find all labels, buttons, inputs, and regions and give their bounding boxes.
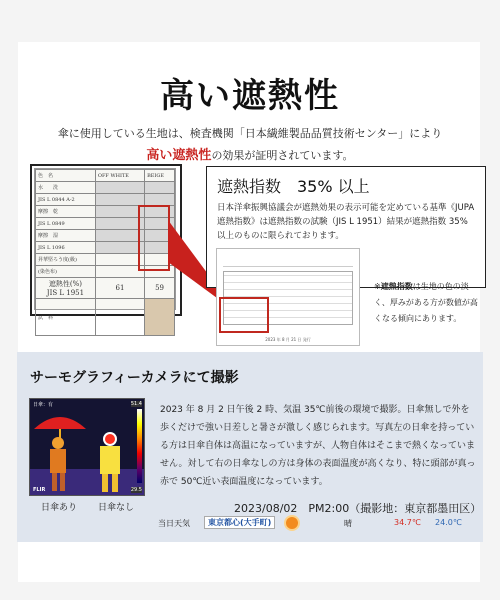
weather-row xyxy=(158,516,468,532)
scale-high: 51.4 xyxy=(130,401,142,407)
cert-row-label: JIS L 0849 xyxy=(36,218,96,230)
callout-heading: 遮熱指数 35% 以上 xyxy=(217,177,370,196)
cert-sample-label: 試 料 xyxy=(36,299,96,336)
lead-line-2-rest: の効果が証明されています。 xyxy=(211,149,354,162)
thermography-title: サーモグラフィーカメラにて撮影 xyxy=(30,370,239,386)
cert-row-label: JIS L 0844 A-2 xyxy=(36,194,96,206)
caption-without-umbrella: 日傘なし xyxy=(98,503,135,513)
thermal-image xyxy=(29,398,145,496)
report-highlight-box xyxy=(219,297,269,333)
flir-logo: FLIR xyxy=(33,487,46,493)
cert-row-label: 昇華堅ろう度(級) xyxy=(36,254,96,266)
callout-body: 日本洋傘振興協議会が遮熱効果の表示可能を定めている基準《JUPA 遮熱指数》は遮熱指数の試験（JIS L 1951）結果が遮熱指数 35%以上のものに限られております。 xyxy=(217,203,475,241)
page-title: 高い遮熱性 xyxy=(160,76,340,116)
temperature-scale xyxy=(137,409,142,483)
cert-header-name: 色 名 xyxy=(36,170,96,182)
report-header xyxy=(223,252,353,267)
lead-line-1: 傘に使用している生地は、検査機関「日本繊維製品品質技術センター」により xyxy=(57,127,443,140)
note-rest: は生地の色の淡く、厚みがある方が数値が高くなる傾向にあります。 xyxy=(374,282,478,323)
note-text: ※遮熱指数は生地の色の淡く、厚みがある方が数値が高くなる傾向にあります。 xyxy=(374,282,478,323)
cert-value-beige: 59 xyxy=(145,278,175,299)
sun-icon xyxy=(286,517,298,529)
thermal-scene xyxy=(30,399,144,495)
caption-with-umbrella: 日傘あり xyxy=(41,503,78,513)
thermography-description: 2023 年 8 月 2 日午後 2 時、気温 35℃前後の環境で撮影。日傘無しで外を歩くだけで強い日差しと暑さが激しく感じられます。写真左の日傘を持っている方は日傘自体は高温になっていますが、人物自体はそこまで熱くなっていません。対して右の日傘なしの方は身体の表面温度が高くなり、特に頭部が真っ赤で 50℃近い表面温度になっています。 xyxy=(160,405,476,487)
note-bold: 遮熱指数 xyxy=(380,282,413,291)
weather-location: 東京都心(大手町) xyxy=(204,516,275,529)
scale-low: 29.5 xyxy=(130,487,142,493)
cert-row-label: 摩擦 湿 xyxy=(36,230,96,242)
weather-label: 当日天気 xyxy=(158,519,190,528)
cert-row-label: 水 洗 xyxy=(36,182,96,194)
cert-result-label: 遮熱性(%) JIS L 1951 xyxy=(36,278,96,299)
cert-header-beige: BEIGE xyxy=(145,170,175,182)
capture-datetime: 2023/08/02 PM2:00（撮影地：東京都墨田区） xyxy=(234,502,482,515)
weather-condition: 晴 xyxy=(344,519,352,528)
cert-header-offwhite: OFF WHITE xyxy=(95,170,144,182)
cert-row-label: 摩擦 乾 xyxy=(36,206,96,218)
cert-row-label: (染色布) xyxy=(36,266,96,278)
weather-high: 34.7℃ xyxy=(394,518,421,527)
test-report-image xyxy=(216,248,360,346)
lead-highlight: 高い遮熱性 xyxy=(146,148,212,163)
cert-value-offwhite: 61 xyxy=(95,278,144,299)
report-date: 2023 年 8 月 21 日 発行 xyxy=(265,337,311,342)
thermal-label: 日傘：有 xyxy=(33,402,54,408)
cert-row-label: JIS L 1096 xyxy=(36,242,96,254)
weather-low: 24.0℃ xyxy=(435,518,462,527)
